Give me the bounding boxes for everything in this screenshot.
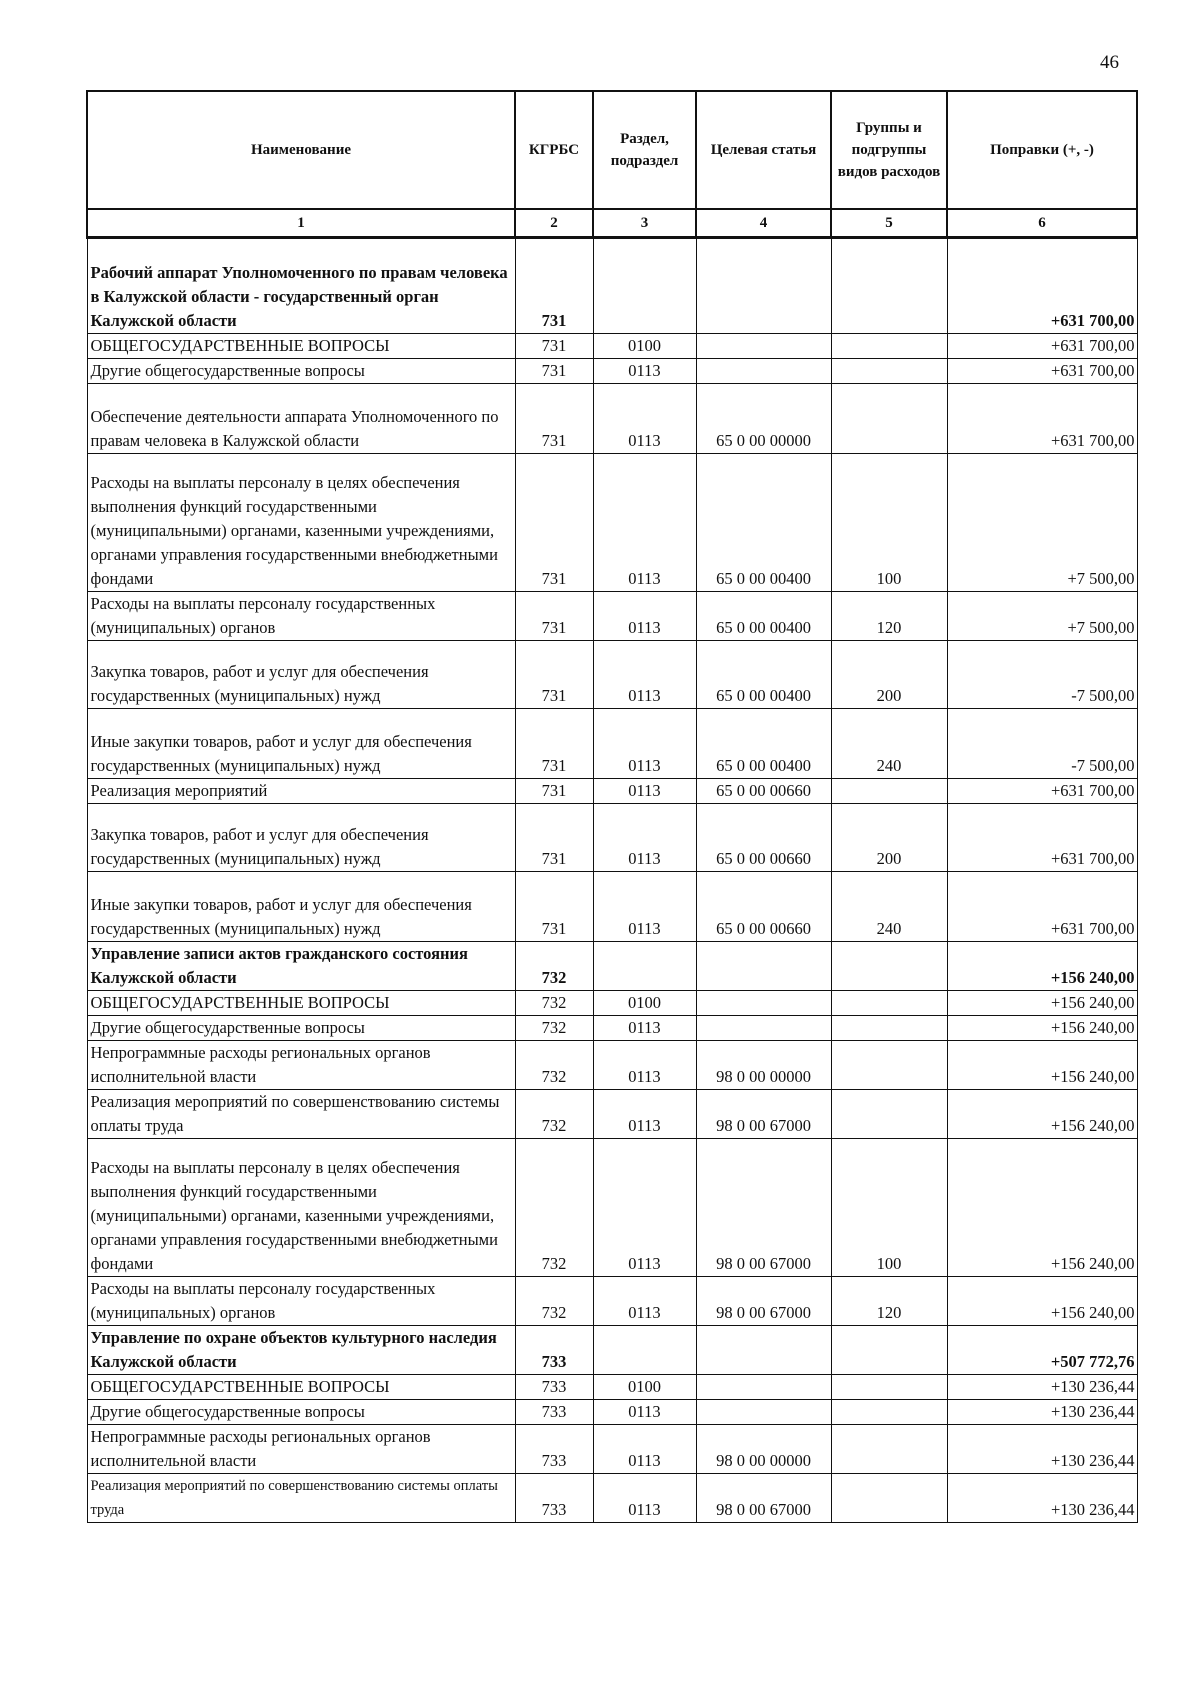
row-kgrbs: 732 xyxy=(515,942,593,991)
table-row xyxy=(87,1425,1137,1474)
table-row xyxy=(87,1139,1137,1277)
page-number: 46 xyxy=(1100,52,1119,73)
header-name: Наименование xyxy=(87,91,515,209)
row-article xyxy=(696,1400,831,1425)
row-kgrbs: 733 xyxy=(515,1400,593,1425)
row-expense-group xyxy=(831,991,947,1016)
row-article: 65 0 00 00400 xyxy=(696,592,831,641)
row-amount: +631 700,00 xyxy=(947,872,1137,942)
row-amount: +631 700,00 xyxy=(947,384,1137,454)
row-expense-group xyxy=(831,1090,947,1139)
row-article: 65 0 00 00660 xyxy=(696,804,831,872)
table-row xyxy=(87,779,1137,804)
row-article: 98 0 00 67000 xyxy=(696,1090,831,1139)
row-section xyxy=(593,238,696,334)
row-section: 0100 xyxy=(593,334,696,359)
column-number: 4 xyxy=(696,209,831,238)
row-amount: +130 236,44 xyxy=(947,1425,1137,1474)
row-expense-group: 100 xyxy=(831,1139,947,1277)
row-article: 98 0 00 67000 xyxy=(696,1139,831,1277)
row-article xyxy=(696,1016,831,1041)
row-name: Управление записи актов гражданского состояния Калужской области xyxy=(87,942,515,991)
row-amount: +156 240,00 xyxy=(947,1016,1137,1041)
row-amount: +631 700,00 xyxy=(947,804,1137,872)
table-body xyxy=(87,238,1137,1523)
row-name: Иные закупки товаров, работ и услуг для обеспечения государственных (муниципальных) нужд xyxy=(87,872,515,942)
row-section: 0100 xyxy=(593,991,696,1016)
row-expense-group xyxy=(831,238,947,334)
row-section: 0113 xyxy=(593,1425,696,1474)
column-number: 3 xyxy=(593,209,696,238)
row-section: 0113 xyxy=(593,779,696,804)
row-name: Расходы на выплаты персоналу государственных (муниципальных) органов xyxy=(87,592,515,641)
table-row xyxy=(87,641,1137,709)
row-amount: +156 240,00 xyxy=(947,1090,1137,1139)
column-number: 2 xyxy=(515,209,593,238)
row-section: 0113 xyxy=(593,1139,696,1277)
row-kgrbs: 732 xyxy=(515,1139,593,1277)
row-kgrbs: 731 xyxy=(515,641,593,709)
row-amount: +7 500,00 xyxy=(947,592,1137,641)
row-amount: +156 240,00 xyxy=(947,1139,1137,1277)
row-kgrbs: 732 xyxy=(515,1041,593,1090)
row-article: 98 0 00 00000 xyxy=(696,1041,831,1090)
row-article xyxy=(696,1375,831,1400)
table-row xyxy=(87,1375,1137,1400)
row-name: Реализация мероприятий по совершенствованию системы оплаты труда xyxy=(87,1474,515,1523)
row-amount: -7 500,00 xyxy=(947,641,1137,709)
row-name: Расходы на выплаты персоналу государственных (муниципальных) органов xyxy=(87,1277,515,1326)
header-row xyxy=(87,91,1137,209)
header-kgrbs: КГРБС xyxy=(515,91,593,209)
row-kgrbs: 733 xyxy=(515,1474,593,1523)
row-section xyxy=(593,1326,696,1375)
row-article xyxy=(696,334,831,359)
row-kgrbs: 732 xyxy=(515,991,593,1016)
row-name: Иные закупки товаров, работ и услуг для обеспечения государственных (муниципальных) нужд xyxy=(87,709,515,779)
table-row xyxy=(87,1041,1137,1090)
row-article: 65 0 00 00000 xyxy=(696,384,831,454)
row-section: 0113 xyxy=(593,384,696,454)
table-row xyxy=(87,804,1137,872)
row-expense-group xyxy=(831,1425,947,1474)
table-row xyxy=(87,384,1137,454)
row-amount: +631 700,00 xyxy=(947,334,1137,359)
row-kgrbs: 731 xyxy=(515,334,593,359)
row-name: Другие общегосударственные вопросы xyxy=(87,359,515,384)
row-section xyxy=(593,942,696,991)
row-expense-group xyxy=(831,334,947,359)
row-kgrbs: 731 xyxy=(515,454,593,592)
row-amount: +631 700,00 xyxy=(947,779,1137,804)
column-number-row xyxy=(87,209,1137,238)
table-row xyxy=(87,592,1137,641)
row-expense-group: 200 xyxy=(831,804,947,872)
row-amount: +130 236,44 xyxy=(947,1375,1137,1400)
row-kgrbs: 733 xyxy=(515,1326,593,1375)
row-kgrbs: 732 xyxy=(515,1277,593,1326)
row-kgrbs: 731 xyxy=(515,709,593,779)
row-expense-group: 200 xyxy=(831,641,947,709)
row-article xyxy=(696,1326,831,1375)
row-name: ОБЩЕГОСУДАРСТВЕННЫЕ ВОПРОСЫ xyxy=(87,334,515,359)
row-amount: +130 236,44 xyxy=(947,1400,1137,1425)
row-name: Обеспечение деятельности аппарата Уполномоченного по правам человека в Калужской области xyxy=(87,384,515,454)
row-kgrbs: 731 xyxy=(515,592,593,641)
row-amount: +7 500,00 xyxy=(947,454,1137,592)
row-kgrbs: 733 xyxy=(515,1375,593,1400)
row-amount: +631 700,00 xyxy=(947,238,1137,334)
row-article: 98 0 00 00000 xyxy=(696,1425,831,1474)
header-section: Раздел, подраздел xyxy=(593,91,696,209)
row-section: 0100 xyxy=(593,1375,696,1400)
row-name: Непрограммные расходы региональных органов исполнительной власти xyxy=(87,1041,515,1090)
row-amount: +507 772,76 xyxy=(947,1326,1137,1375)
row-section: 0113 xyxy=(593,1041,696,1090)
row-name: Реализация мероприятий xyxy=(87,779,515,804)
row-article xyxy=(696,991,831,1016)
row-name: Непрограммные расходы региональных органов исполнительной власти xyxy=(87,1425,515,1474)
row-name: Другие общегосударственные вопросы xyxy=(87,1016,515,1041)
row-section: 0113 xyxy=(593,1400,696,1425)
row-section: 0113 xyxy=(593,641,696,709)
column-number: 5 xyxy=(831,209,947,238)
row-expense-group: 120 xyxy=(831,1277,947,1326)
row-expense-group xyxy=(831,779,947,804)
row-name: Закупка товаров, работ и услуг для обеспечения государственных (муниципальных) нужд xyxy=(87,804,515,872)
table-row xyxy=(87,942,1137,991)
row-article: 65 0 00 00400 xyxy=(696,709,831,779)
row-expense-group xyxy=(831,359,947,384)
table-row xyxy=(87,1016,1137,1041)
table-row xyxy=(87,1090,1137,1139)
row-amount: +156 240,00 xyxy=(947,1041,1137,1090)
row-kgrbs: 732 xyxy=(515,1016,593,1041)
row-section: 0113 xyxy=(593,804,696,872)
row-expense-group xyxy=(831,1474,947,1523)
row-amount: +130 236,44 xyxy=(947,1474,1137,1523)
column-number: 6 xyxy=(947,209,1137,238)
row-name: Реализация мероприятий по совершенствованию системы оплаты труда xyxy=(87,1090,515,1139)
budget-amendments-table xyxy=(86,90,1138,1523)
table-row xyxy=(87,1474,1137,1523)
table-row xyxy=(87,872,1137,942)
row-article: 65 0 00 00660 xyxy=(696,872,831,942)
row-kgrbs: 731 xyxy=(515,238,593,334)
row-article: 98 0 00 67000 xyxy=(696,1277,831,1326)
row-expense-group xyxy=(831,1326,947,1375)
row-amount: +631 700,00 xyxy=(947,359,1137,384)
row-name: Закупка товаров, работ и услуг для обеспечения государственных (муниципальных) нужд xyxy=(87,641,515,709)
table-row xyxy=(87,1277,1137,1326)
row-section: 0113 xyxy=(593,1474,696,1523)
row-name: ОБЩЕГОСУДАРСТВЕННЫЕ ВОПРОСЫ xyxy=(87,991,515,1016)
row-amount: +156 240,00 xyxy=(947,942,1137,991)
row-article: 65 0 00 00400 xyxy=(696,641,831,709)
row-name: Расходы на выплаты персоналу в целях обеспечения выполнения функций государственными (муниципальными) органами, казенными учреждениями, органами управления государственными внебюджетными фондами xyxy=(87,454,515,592)
row-section: 0113 xyxy=(593,1277,696,1326)
row-kgrbs: 731 xyxy=(515,779,593,804)
row-section: 0113 xyxy=(593,1016,696,1041)
row-section: 0113 xyxy=(593,359,696,384)
row-article: 65 0 00 00400 xyxy=(696,454,831,592)
row-amount: -7 500,00 xyxy=(947,709,1137,779)
row-amount: +156 240,00 xyxy=(947,991,1137,1016)
row-expense-group xyxy=(831,384,947,454)
row-name: Расходы на выплаты персоналу в целях обеспечения выполнения функций государственными (муниципальными) органами, казенными учреждениями, органами управления государственными внебюджетными фондами xyxy=(87,1139,515,1277)
row-article xyxy=(696,942,831,991)
row-section: 0113 xyxy=(593,709,696,779)
table-row xyxy=(87,991,1137,1016)
column-number: 1 xyxy=(87,209,515,238)
row-expense-group xyxy=(831,1400,947,1425)
header-expense-group: Группы и подгруппы видов расходов xyxy=(831,91,947,209)
row-name: Управление по охране объектов культурного наследия Калужской области xyxy=(87,1326,515,1375)
row-article xyxy=(696,238,831,334)
row-expense-group: 240 xyxy=(831,872,947,942)
row-kgrbs: 731 xyxy=(515,384,593,454)
row-name: Рабочий аппарат Уполномоченного по правам человека в Калужской области - государственный орган Калужской области xyxy=(87,238,515,334)
row-expense-group xyxy=(831,942,947,991)
row-expense-group xyxy=(831,1016,947,1041)
row-article xyxy=(696,359,831,384)
row-amount: +156 240,00 xyxy=(947,1277,1137,1326)
table-row xyxy=(87,1326,1137,1375)
row-kgrbs: 731 xyxy=(515,804,593,872)
table-row xyxy=(87,1400,1137,1425)
row-kgrbs: 733 xyxy=(515,1425,593,1474)
row-expense-group xyxy=(831,1041,947,1090)
row-name: ОБЩЕГОСУДАРСТВЕННЫЕ ВОПРОСЫ xyxy=(87,1375,515,1400)
header-article: Целевая статья xyxy=(696,91,831,209)
row-expense-group: 100 xyxy=(831,454,947,592)
row-expense-group: 240 xyxy=(831,709,947,779)
row-kgrbs: 731 xyxy=(515,872,593,942)
row-name: Другие общегосударственные вопросы xyxy=(87,1400,515,1425)
row-section: 0113 xyxy=(593,454,696,592)
row-kgrbs: 732 xyxy=(515,1090,593,1139)
row-article: 65 0 00 00660 xyxy=(696,779,831,804)
table-row xyxy=(87,238,1137,334)
table-row xyxy=(87,709,1137,779)
row-expense-group: 120 xyxy=(831,592,947,641)
row-article: 98 0 00 67000 xyxy=(696,1474,831,1523)
header-amendments: Поправки (+, -) xyxy=(947,91,1137,209)
row-section: 0113 xyxy=(593,1090,696,1139)
row-kgrbs: 731 xyxy=(515,359,593,384)
table-row xyxy=(87,454,1137,592)
row-expense-group xyxy=(831,1375,947,1400)
row-section: 0113 xyxy=(593,592,696,641)
table-row xyxy=(87,334,1137,359)
row-section: 0113 xyxy=(593,872,696,942)
table-row xyxy=(87,359,1137,384)
